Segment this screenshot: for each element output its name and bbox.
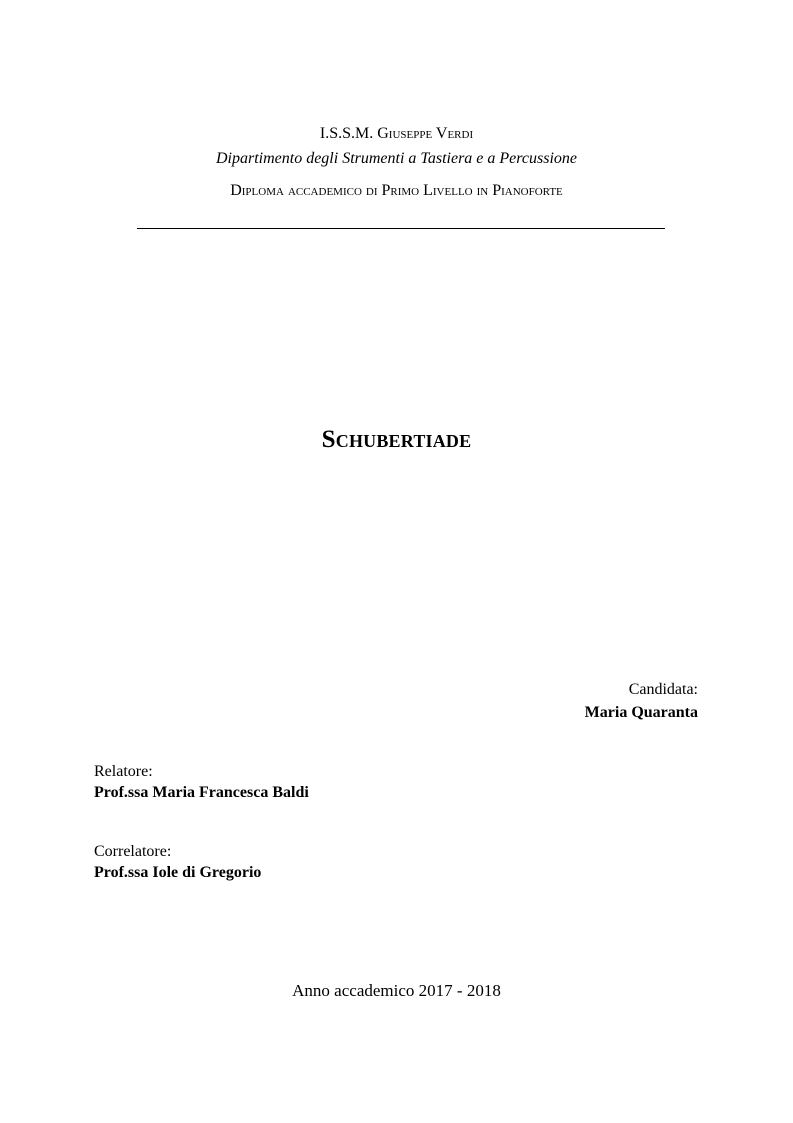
header-divider xyxy=(137,228,665,229)
supervisor-name: Prof.ssa Maria Francesca Baldi xyxy=(94,784,309,801)
candidate-label: Candidata: xyxy=(628,681,698,698)
co-supervisor-name: Prof.ssa Iole di Gregorio xyxy=(94,864,262,881)
department-name: Dipartimento degli Strumenti a Tastiera e a Percussione xyxy=(215,150,577,167)
degree-name: Diploma accademico di Primo Livello in Pianoforte xyxy=(230,182,563,199)
candidate-name: Maria Quaranta xyxy=(584,704,698,721)
institution-name: I.S.S.M. Giuseppe Verdi xyxy=(319,125,474,142)
academic-year: Anno accademico 2017 - 2018 xyxy=(292,981,501,1000)
thesis-title: Schubertiade xyxy=(321,426,472,453)
supervisor-label: Relatore: xyxy=(94,763,153,780)
co-supervisor-label: Correlatore: xyxy=(94,843,172,860)
